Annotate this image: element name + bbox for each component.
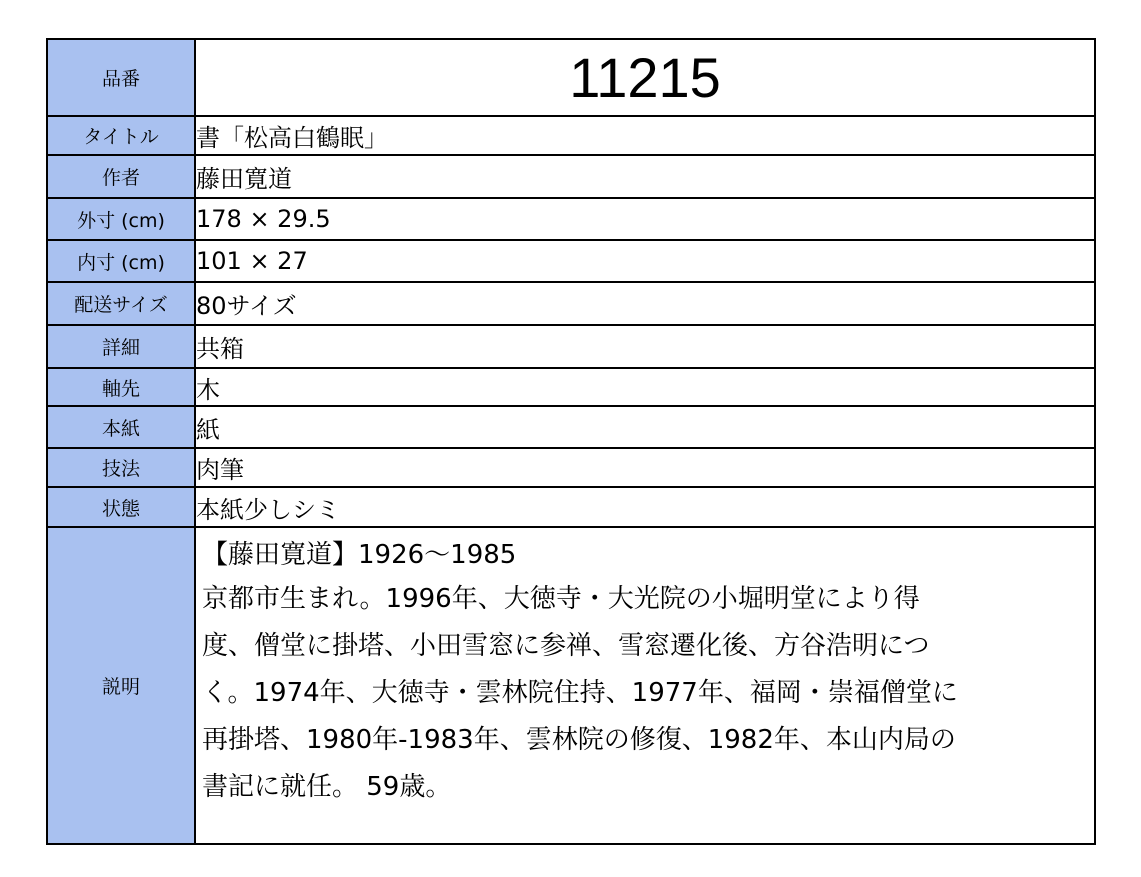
product-spec-sheet <box>46 38 1096 845</box>
value-inner-size: 101 × 27 <box>195 240 1094 282</box>
spec-table <box>48 40 1094 843</box>
label-roller-ends: 軸先 <box>48 368 195 406</box>
description-line: 再掛塔、1980年-1983年、雲林院の修復、1982年、本山内局の <box>202 725 956 755</box>
spec-row-shipping-size <box>48 282 1094 325</box>
spec-row-technique <box>48 448 1094 487</box>
value-item-number: 11215 <box>195 40 1094 116</box>
label-description: 説明 <box>48 527 195 843</box>
label-item-number: 品番 <box>48 40 195 116</box>
label-technique: 技法 <box>48 448 195 487</box>
spec-row-artist <box>48 155 1094 198</box>
spec-row-description <box>48 527 1094 843</box>
label-artist: 作者 <box>48 155 195 198</box>
label-outer-size: 外寸 (cm) <box>48 198 195 240</box>
value-paper: 紙 <box>195 406 1094 448</box>
spec-row-paper <box>48 406 1094 448</box>
value-condition: 本紙少しシミ <box>195 487 1094 527</box>
label-condition: 状態 <box>48 487 195 527</box>
value-description <box>195 527 1094 843</box>
spec-row-item-number <box>48 40 1094 116</box>
label-shipping-size: 配送サイズ <box>48 282 195 325</box>
spec-row-condition <box>48 487 1094 527</box>
value-roller-ends: 木 <box>195 368 1094 406</box>
spec-row-inner-size <box>48 240 1094 282</box>
label-details: 詳細 <box>48 325 195 368</box>
description-line: 度、僧堂に掛塔、小田雪窓に参禅、雪窓遷化後、方谷浩明につ <box>202 631 930 661</box>
value-details: 共箱 <box>195 325 1094 368</box>
spec-row-title <box>48 116 1094 155</box>
value-shipping-size: 80サイズ <box>195 282 1094 325</box>
value-technique: 肉筆 <box>195 448 1094 487</box>
value-title: 書「松高白鶴眠」 <box>195 116 1094 155</box>
description-line: 京都市生まれ。1996年、大徳寺・大光院の小堀明堂により得 <box>202 584 920 614</box>
description-line: く。1974年、大徳寺・雲林院住持、1977年、福岡・崇福僧堂に <box>202 678 958 708</box>
label-inner-size: 内寸 (cm) <box>48 240 195 282</box>
value-outer-size: 178 × 29.5 <box>195 198 1094 240</box>
spec-row-roller-ends <box>48 368 1094 406</box>
description-line: 【藤田寛道】1926〜1985 <box>202 540 517 570</box>
spec-row-details <box>48 325 1094 368</box>
value-artist: 藤田寛道 <box>195 155 1094 198</box>
description-line: 書記に就任。 59歳。 <box>202 772 452 802</box>
label-title: タイトル <box>48 116 195 155</box>
label-paper: 本紙 <box>48 406 195 448</box>
spec-row-outer-size <box>48 198 1094 240</box>
